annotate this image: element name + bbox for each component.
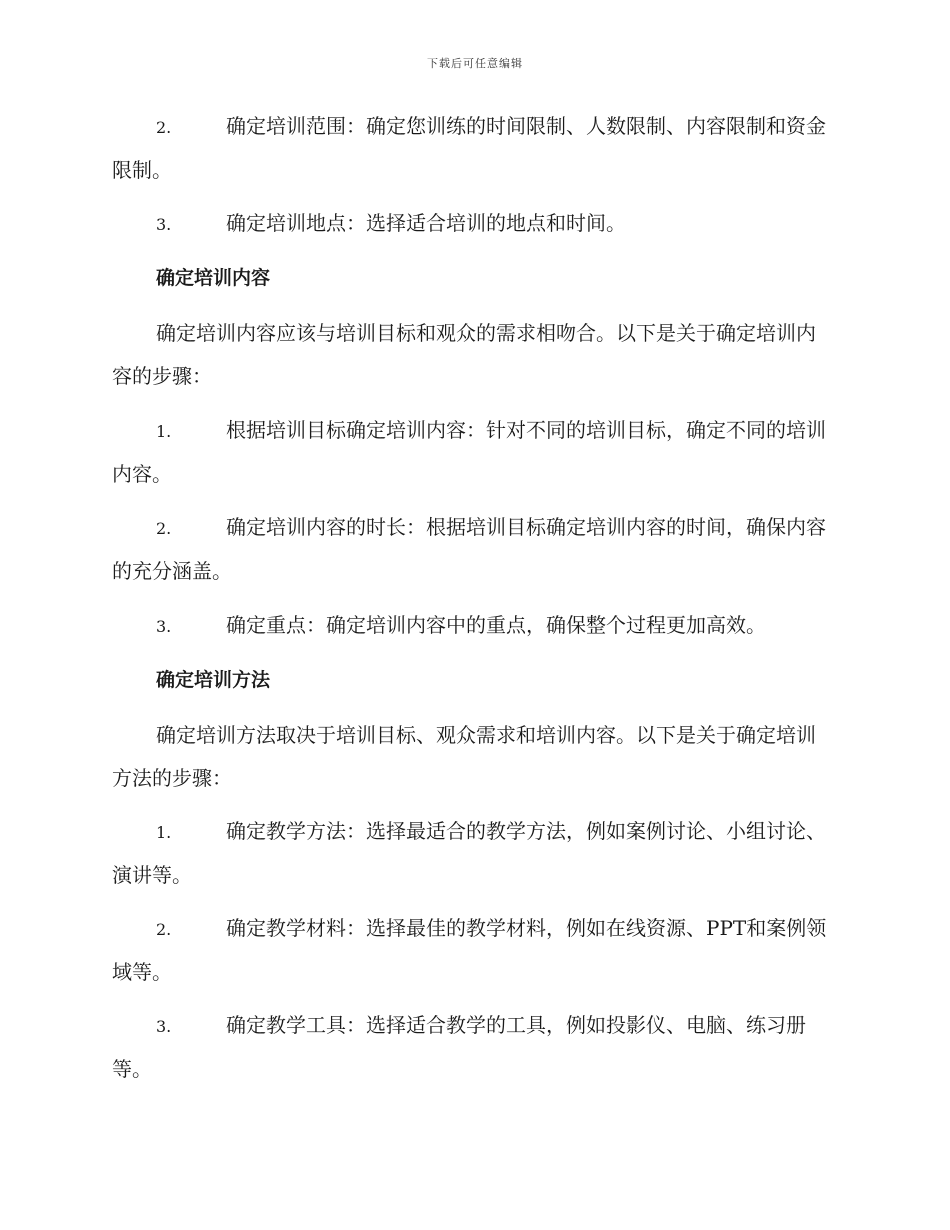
list-item — [112, 409, 834, 496]
list-text: 确定教学方法：选择最适合的教学方法，例如案例讨论、小组讨论、演讲等。 — [112, 819, 826, 887]
list-number: 3. — [156, 1017, 172, 1036]
paragraph: 确定培训方法取决于培训目标、观众需求和培训内容。以下是关于确定培训方法的步骤： — [112, 723, 816, 790]
list-item — [112, 810, 834, 897]
list-number: 3. — [156, 215, 172, 234]
list-number: 1. — [156, 422, 172, 441]
list-item — [112, 105, 834, 192]
section-heading: 确定培训方法 — [156, 669, 271, 691]
list-text: 确定重点：确定培训内容中的重点，确保整个过程更加高效。 — [226, 613, 766, 637]
list-text: 确定培训地点：选择适合培训的地点和时间。 — [226, 211, 626, 235]
list-item — [112, 506, 834, 593]
list-text: 根据培训目标确定培训内容：针对不同的培训目标，确定不同的培训内容。 — [112, 418, 826, 486]
list-number: 2. — [156, 920, 172, 939]
list-item — [112, 604, 834, 648]
header-note: 下载后可任意编辑 — [427, 57, 523, 70]
list-text: 确定培训范围：确定您训练的时间限制、人数限制、内容限制和资金限制。 — [112, 114, 826, 182]
list-item — [112, 907, 834, 994]
list-text: 确定教学材料：选择最佳的教学材料，例如在线资源、PPT和案例领域等。 — [112, 916, 827, 984]
list-item — [112, 1004, 834, 1091]
list-number: 3. — [156, 617, 172, 636]
section-heading: 确定培训内容 — [156, 267, 271, 289]
list-item — [112, 202, 834, 246]
list-number: 2. — [156, 118, 172, 137]
list-text: 确定教学工具：选择适合教学的工具，例如投影仪、电脑、练习册等。 — [112, 1013, 806, 1081]
list-number: 1. — [156, 823, 172, 842]
list-number: 2. — [156, 519, 172, 538]
paragraph: 确定培训内容应该与培训目标和观众的需求相吻合。以下是关于确定培训内容的步骤： — [112, 321, 816, 388]
list-text: 确定培训内容的时长：根据培训目标确定培训内容的时间，确保内容的充分涵盖。 — [112, 515, 826, 583]
